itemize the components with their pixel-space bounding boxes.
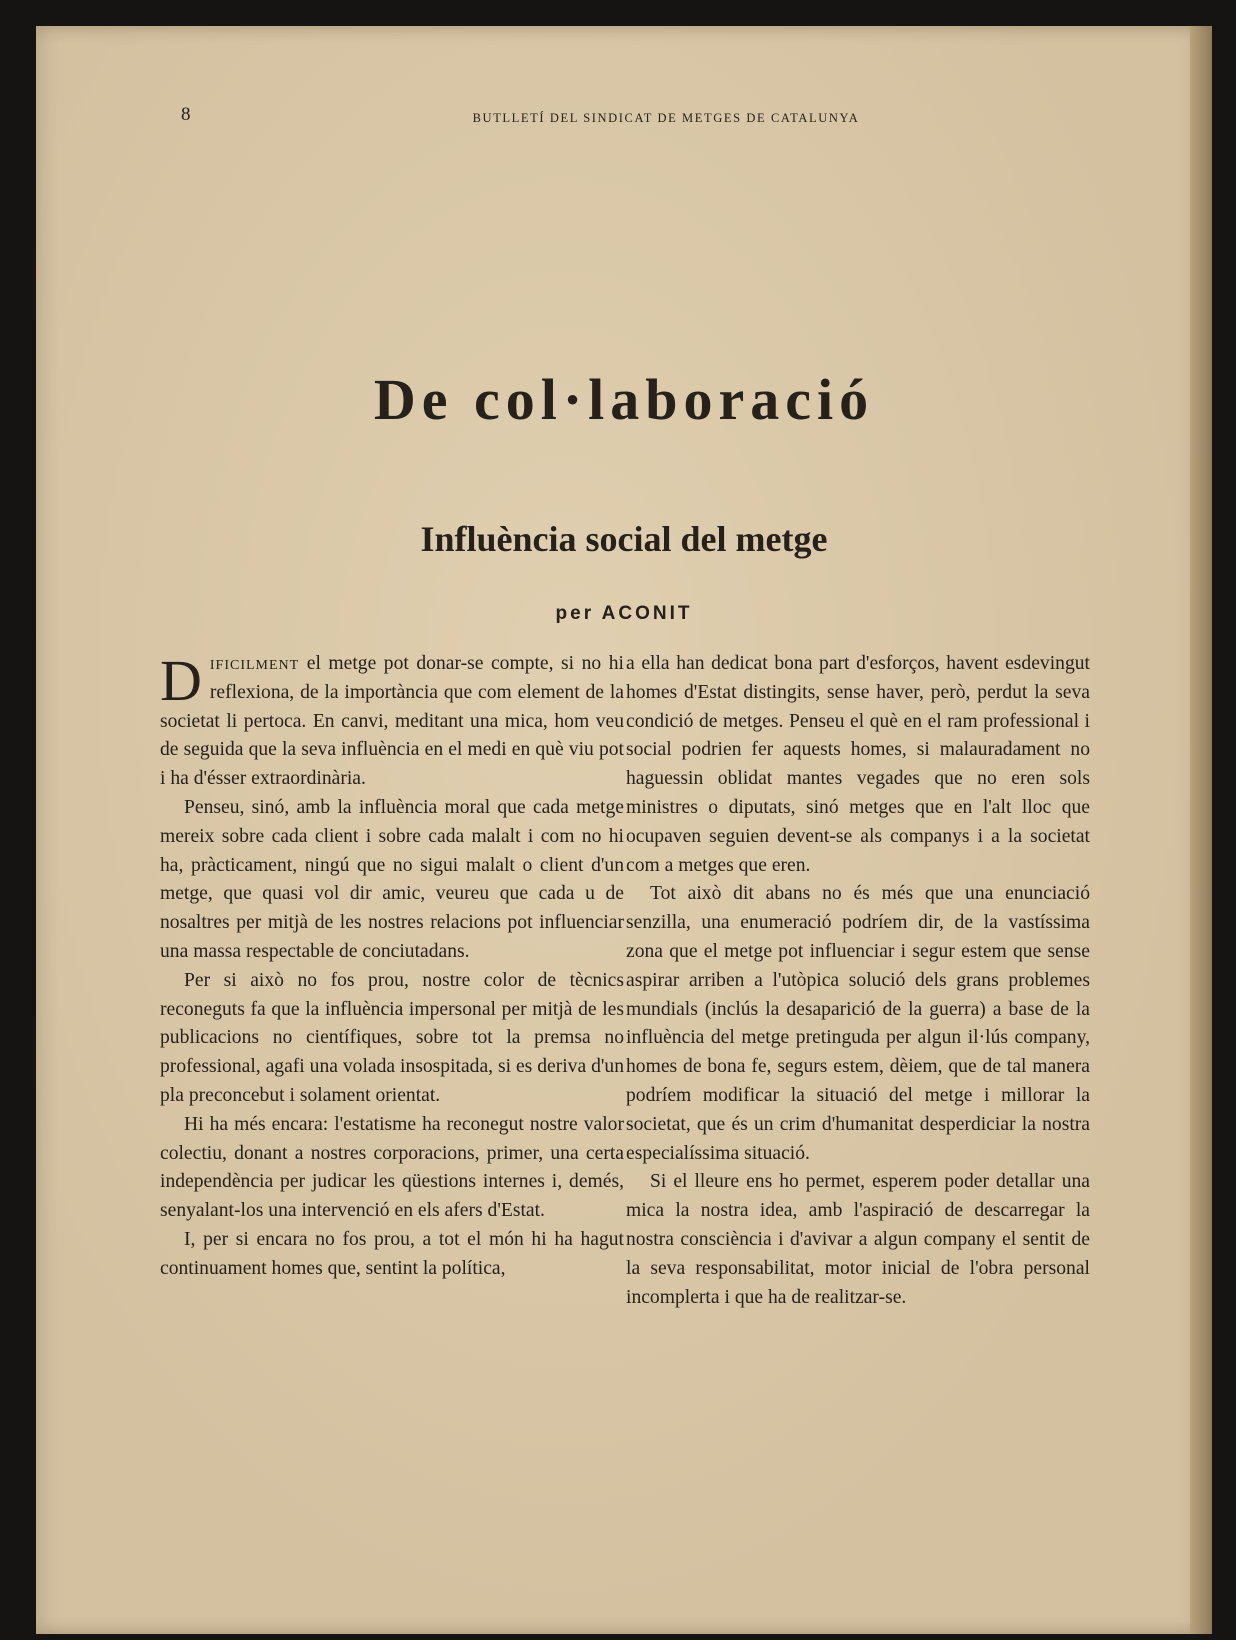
drop-cap: D [160,648,202,713]
first-word: ificilment [209,653,300,674]
paragraph: Penseu, sinó, amb la influència moral que cada metge mereix sobre cada client i sobre cada malalt i com no hi ha, pràcticament, ningú que no sigui malalt o client d'un metge, que quasi vol dir amic, veureu que cada u de nosaltres per mitjà de les nostres relacions pot influenciar una massa respectable de conciutadans. [160,796,624,962]
magazine-page [36,26,1212,1634]
article-byline: per ACONIT [555,603,693,624]
running-head: BUTLLETÍ DEL SINDICAT DE METGES DE CATALUNYA [472,111,860,125]
left-column [160,650,624,1284]
right-column [626,650,1090,1312]
page-number: 8 [181,104,191,125]
paragraph: Si el lleure ens ho permet, esperem poder detallar una mica la nostra idea, amb l'aspiració de descarregar la nostra consciència i d'avivar a algun company el sentit de la seva responsabilitat, motor inicial de l'obra personal incomplerta i que ha de realitzar-se. [626,1171,1090,1308]
paragraph: Per si això no fos prou, nostre color de tècnics reconeguts fa que la influència impersonal per mitjà de les publicacions no científiques, sobre tot la premsa no professional, agafi una volada insospitada, si es deriva d'un pla preconcebut i solament orientat. [160,969,624,1106]
paragraph: Tot això dit abans no és més que una enunciació senzilla, una enumeració podríem dir, de la vastíssima zona que el metge pot influenciar i segur estem que sense aspirar arriben a l'utòpica solució dels grans problemes mundials (inclús la desaparició de la guerra) a base de la influència del metge pretinguda per algun il·lús company, homes de bona fe, segurs estem, dèiem, que de tal manera podríem modificar la situació del metge i millorar la societat, que és un crim d'humanitat desperdiciar la nostra especialíssima situació. [626,883,1090,1164]
page-edge-shadow [1190,26,1212,1634]
paragraph: Hi ha més encara: l'estatisme ha reconegut nostre valor colectiu, donant a nostres corporacions, primer, una certa independència per judicar les qüestions internes i, demés, senyalant-los una intervenció en els afers d'Estat. [160,1113,624,1222]
section-title: De col·laboració [373,367,875,432]
paragraph-text: el metge pot donar-se compte, si no hi reflexiona, de la importància que com element de la societat li pertoca. En canvi, meditant una mica, hom veu de seguida que la seva influència en el medi en què viu pot i ha d'ésser extraordinària. [160,653,624,790]
paragraph: a ella han dedicat bona part d'esforços, havent esdevingut homes d'Estat distingits, sense haver, però, perdut la seva condició de metges. Penseu el què en el ram professional i social podrien fer aquests homes, si malauradament no haguessin oblidat mantes vegades que no eren sols ministres o diputats, sinó metges que en l'alt lloc que ocupaven seguien devent-se als companys i a la societat com a metges que eren. [626,653,1090,876]
article-title: Influència social del metge [420,519,828,559]
paragraph: I, per si encara no fos prou, a tot el món hi ha hagut continuament homes que, sentint la política, [160,1228,624,1279]
paragraph [160,650,624,794]
